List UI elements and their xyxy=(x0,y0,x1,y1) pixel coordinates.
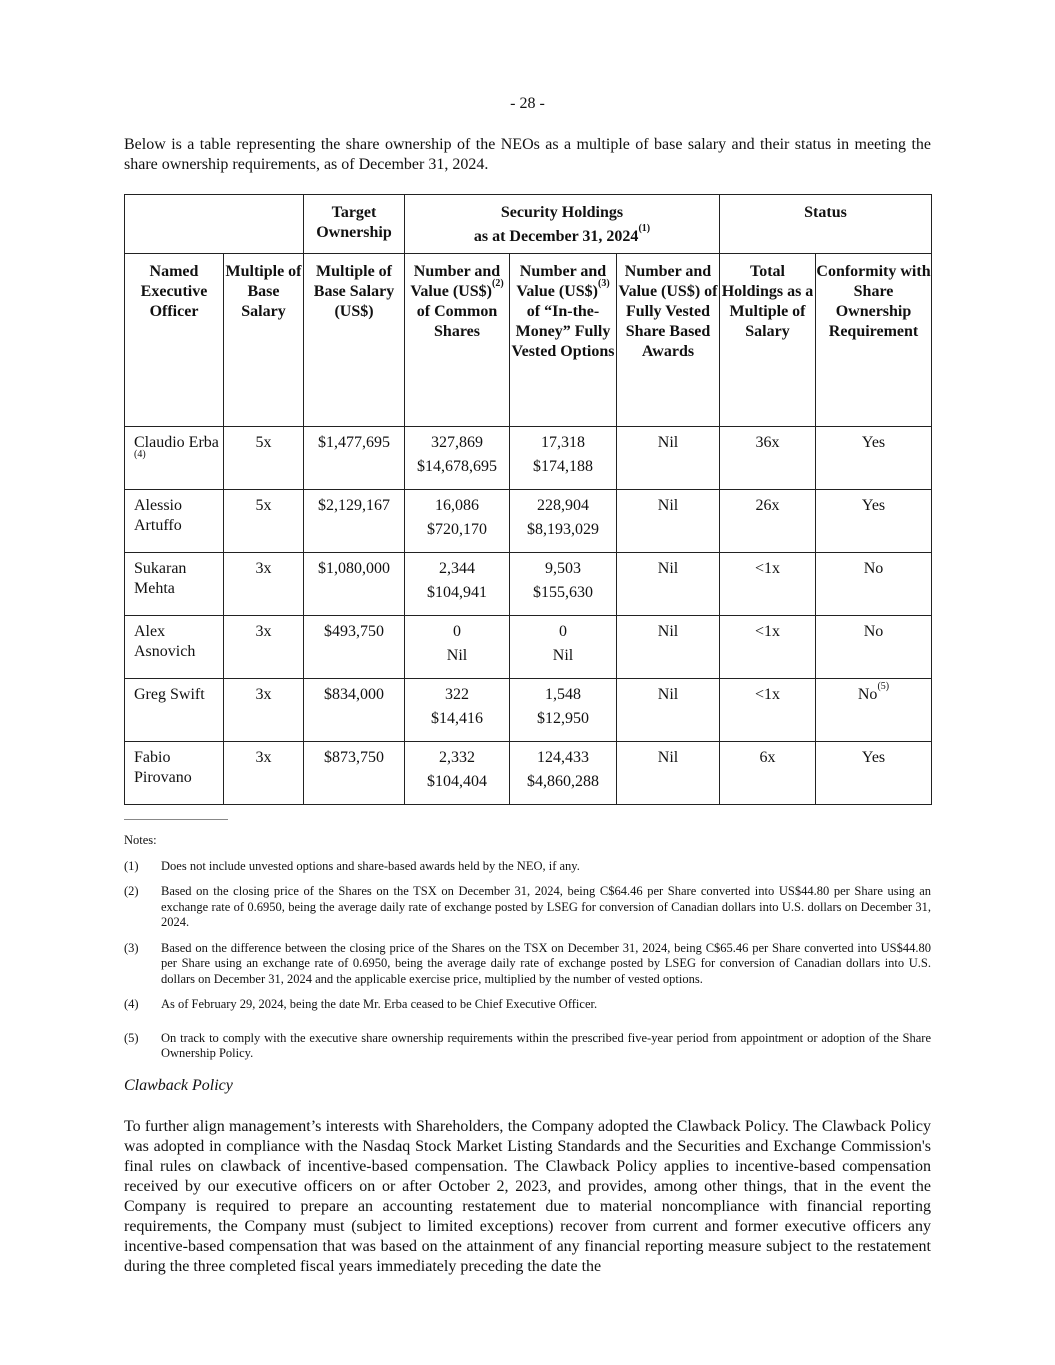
multiple-cell: 3x xyxy=(224,679,304,742)
officer-name: Fabio Pirovano xyxy=(125,742,224,805)
note-item xyxy=(124,859,931,875)
table-row xyxy=(125,679,932,742)
target-cell: $1,477,695 xyxy=(304,427,405,490)
common-shares-cell: 322 $14,416 xyxy=(405,679,510,742)
officer-name: Sukaran Mehta xyxy=(125,553,224,616)
intro-paragraph: Below is a table representing the share ownership of the NEOs as a multiple of base salary and their status in meeting the share ownership requirements, as of December 31, 2024. xyxy=(124,136,931,173)
multiple-cell: 5x xyxy=(224,490,304,553)
officer-name: Alex Asnovich xyxy=(125,616,224,679)
target-cell: $2,129,167 xyxy=(304,490,405,553)
note-text: Does not include unvested options and share-based awards held by the NEO, if any. xyxy=(161,858,580,873)
column-header-row xyxy=(125,254,932,427)
security-holdings-header xyxy=(405,195,720,254)
table-row xyxy=(125,427,932,490)
options-cell: 228,904 $8,193,029 xyxy=(510,490,617,553)
options-cell: 1,548 $12,950 xyxy=(510,679,617,742)
note-number: (1) xyxy=(124,858,139,873)
col-total: Total Holdings as a Multiple of Salary xyxy=(720,254,816,427)
target-cell: $834,000 xyxy=(304,679,405,742)
options-cell: 0 Nil xyxy=(510,616,617,679)
multiple-cell: 3x xyxy=(224,616,304,679)
note-item xyxy=(124,997,931,1013)
options-cell: 9,503 $155,630 xyxy=(510,553,617,616)
options-cell: 124,433 $4,860,288 xyxy=(510,742,617,805)
common-shares-cell: 2,332 $104,404 xyxy=(405,742,510,805)
note-text: Based on the closing price of the Shares on the TSX on December 31, 2024, being C$64.46 per Share converted into US$44.80 per Share using an exchange rate of 0.6950, being the average daily rate of exchange posted by LSEG for conversion of Canadian dollars into U.S. dollars on December 31, 2024. xyxy=(161,884,931,929)
share-ownership-table xyxy=(124,194,932,805)
col-awards: Number and Value (US$) of Fully Vested Share Based Awards xyxy=(617,254,720,427)
total-cell: <1x xyxy=(720,553,816,616)
col-options: Number and Value (US$)$^{(3)}$ of “In-the-Money” Fully Vested Options xyxy=(510,254,617,427)
note-text: On track to comply with the executive share ownership requirements within the prescribed five-year period from appointment or adoption of the Share Ownership Policy. xyxy=(161,1030,931,1060)
conformity-cell: Yes xyxy=(816,742,932,805)
common-shares-cell: 16,086 $720,170 xyxy=(405,490,510,553)
note-item xyxy=(124,1031,931,1062)
note-item xyxy=(124,941,931,988)
target-ownership-header: Target Ownership xyxy=(304,195,405,254)
target-cell: $873,750 xyxy=(304,742,405,805)
note-text: Based on the difference between the closing price of the Shares on the TSX on December 31, 2024, being C$65.46 per Share converted into US$44.80 per Share using an exchange rate of 0.6950, being the average daily rate of exchange posted by LSEG for conversion of Canadian dollars into U.S. dollars on December 31, 2024 and the applicable exercise price, multiplied by the number of vested options. xyxy=(161,940,931,986)
awards-cell: Nil xyxy=(617,490,720,553)
awards-cell: Nil xyxy=(617,616,720,679)
note-item xyxy=(124,884,931,931)
col-common-shares: Number and Value (US$)$^{(2)}$ of Common Shares xyxy=(405,254,510,427)
note-text: As of February 29, 2024, being the date Mr. Erba ceased to be Chief Executive Officer. xyxy=(161,997,598,1011)
page-content xyxy=(124,0,931,1317)
target-cell: $1,080,000 xyxy=(304,553,405,616)
total-cell: 6x xyxy=(720,742,816,805)
multiple-cell: 3x xyxy=(224,742,304,805)
awards-cell: Nil xyxy=(617,553,720,616)
status-header: Status xyxy=(720,195,932,254)
total-cell: 36x xyxy=(720,427,816,490)
conformity-cell: Yes xyxy=(816,427,932,490)
common-shares-cell: 327,869 $14,678,695 xyxy=(405,427,510,490)
officer-name: Greg Swift xyxy=(125,679,224,742)
note-number: (3) xyxy=(124,940,139,955)
notes-divider xyxy=(124,819,228,820)
note-number: (5) xyxy=(124,1030,139,1045)
total-cell: <1x xyxy=(720,616,816,679)
officer-name: Alessio Artuffo xyxy=(125,490,224,553)
total-cell: 26x xyxy=(720,490,816,553)
section-heading: Clawback Policy xyxy=(124,1076,233,1094)
table-row xyxy=(125,490,932,553)
security-holdings-line1: Security Holdings xyxy=(500,204,624,221)
table-row xyxy=(125,553,932,616)
note-number: (2) xyxy=(124,884,139,898)
security-holdings-line2: as at December 31, 2024$^{(1)}$ xyxy=(473,223,651,245)
col-conformity: Conformity with Share Ownership Requirement xyxy=(816,254,932,427)
awards-cell: Nil xyxy=(617,742,720,805)
awards-cell: Nil xyxy=(617,679,720,742)
officer-name: Claudio Erba $^{(4)}$ xyxy=(125,427,224,490)
conformity-cell: No$^{(5)}$ xyxy=(816,679,932,742)
note-number: (4) xyxy=(124,997,139,1011)
col-target-value: Multiple of Base Salary (US$) xyxy=(304,254,405,427)
section-paragraph: To further align management’s interests with Shareholders, the Company adopted the Clawback Policy. The Clawback Policy was adopted in compliance with the Nasdaq Stock Market Listing Standards and the Securities and Exchange Commission's final rules on clawback of incentive-based compensation. The Clawback Policy applies to incentive-based compensation received by our executive officers on or after October 2, 2023, and provides, among other things, that in the event the Company is required to prepare an accounting restatement due to material noncompliance with financial reporting requirements, the Company must (subject to limited exceptions) recover from current and former executive officers any incentive-based compensation that was based on the attainment of any financial reporting measure subject to the restatement during the three completed fiscal years immediately preceding the date the xyxy=(124,1117,931,1275)
group-header-row xyxy=(125,195,932,254)
multiple-cell: 3x xyxy=(224,553,304,616)
multiple-cell: 5x xyxy=(224,427,304,490)
options-cell: 17,318 $174,188 xyxy=(510,427,617,490)
page-number: - 28 - xyxy=(510,95,545,112)
common-shares-cell: 0 Nil xyxy=(405,616,510,679)
target-cell: $493,750 xyxy=(304,616,405,679)
awards-cell: Nil xyxy=(617,427,720,490)
conformity-cell: No xyxy=(816,616,932,679)
col-multiple: Multiple of Base Salary xyxy=(224,254,304,427)
total-cell: <1x xyxy=(720,679,816,742)
conformity-cell: No xyxy=(816,553,932,616)
common-shares-cell: 2,344 $104,941 xyxy=(405,553,510,616)
empty-header-cell xyxy=(125,195,304,254)
col-officer: Named Executive Officer xyxy=(125,254,224,427)
notes-list xyxy=(124,859,931,1062)
conformity-cell: Yes xyxy=(816,490,932,553)
notes-label: Notes: xyxy=(124,833,157,847)
table-row xyxy=(125,742,932,805)
table-row xyxy=(125,616,932,679)
